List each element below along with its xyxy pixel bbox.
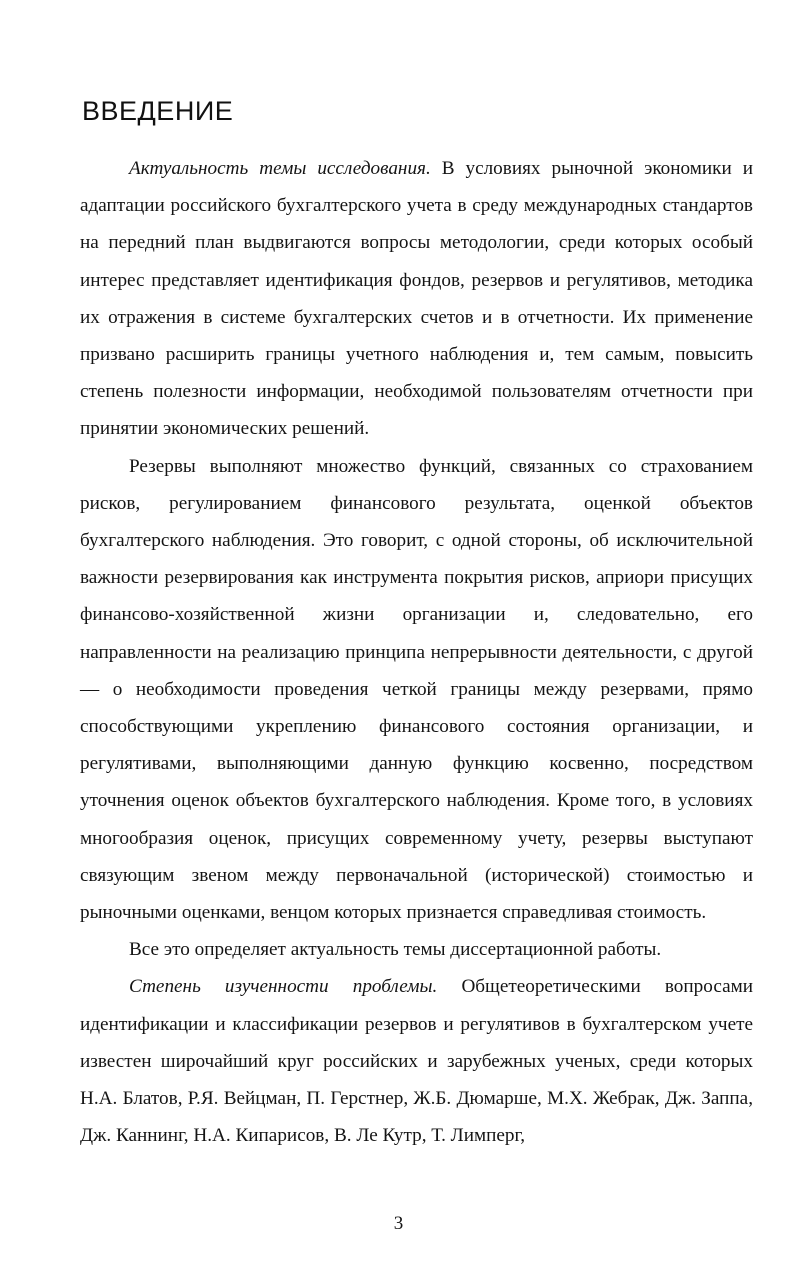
paragraph-study-degree [80, 968, 753, 1154]
page-number: 3 [393, 1213, 404, 1234]
paragraph-lead: Актуальность темы исследования. [129, 158, 431, 179]
paragraph-reserves [80, 448, 753, 932]
body-text [80, 150, 753, 1154]
paragraph-text: Все это определяет актуальность темы диссертационной работы. [129, 939, 662, 961]
paragraph-text: Резервы выполняют множество функций, связанных со страхованием рисков, регулированием финансового результата, оценкой объектов бухгалтерского наблюдения. Это говорит, с одной стороны, об исключительной важности резервирования как инструмента покрытия рисков, априори присущих финансово-хозяйственной жизни организации и, следовательно, его направленности на реализацию принципа непрерывности деятельности, с другой — о необходимости проведения четкой границы между резервами, прямо способствующими укреплению финансового состояния организации, и регулятивами, выполняющими данную функцию косвенно, посредством уточнения оценок объектов бухгалтерского наблюдения. Кроме того, в условиях многообразия оценок, присущих современному учету, резервы выступают связующим звеном между первоначальной (исторической) стоимостью и рыночными оценками, венцом которых признается справедливая стоимость. [80, 455, 753, 924]
paragraph-conclusion [80, 931, 753, 968]
paragraph-relevance [80, 150, 753, 448]
paragraph-text: В условиях рыночной экономики и адаптации российского бухгалтерского учета в среду международных стандартов на передний план выдвигаются вопросы методологии, среди которых особый интерес представляет идентификация фондов, резервов и регулятивов, методика их отражения в системе бухгалтерских счетов и в отчетности. Их применение призвано расширить границы учетного наблюдения и, тем самым, повысить степень полезности информации, необходимой пользователям отчетности при принятии экономических решений. [80, 158, 753, 440]
section-heading: ВВЕДЕНИЕ [82, 96, 234, 126]
paragraph-lead: Степень изученности проблемы. [129, 976, 438, 998]
paragraph-text: Общетеоретическими вопросами идентификации и классификации резервов и регулятивов в бухгалтерском учете известен широчайший круг российских и зарубежных ученых, среди которых Н.А. Блатов, Р.Я. Вейцман, П. Герстнер, Ж.Б. Дюмарше, М.Х. Жебрак, Дж. Заппа, Дж. Каннинг, Н.А. Кипарисов, В. Ле Кутр, Т. Лимперг, [80, 976, 753, 1147]
